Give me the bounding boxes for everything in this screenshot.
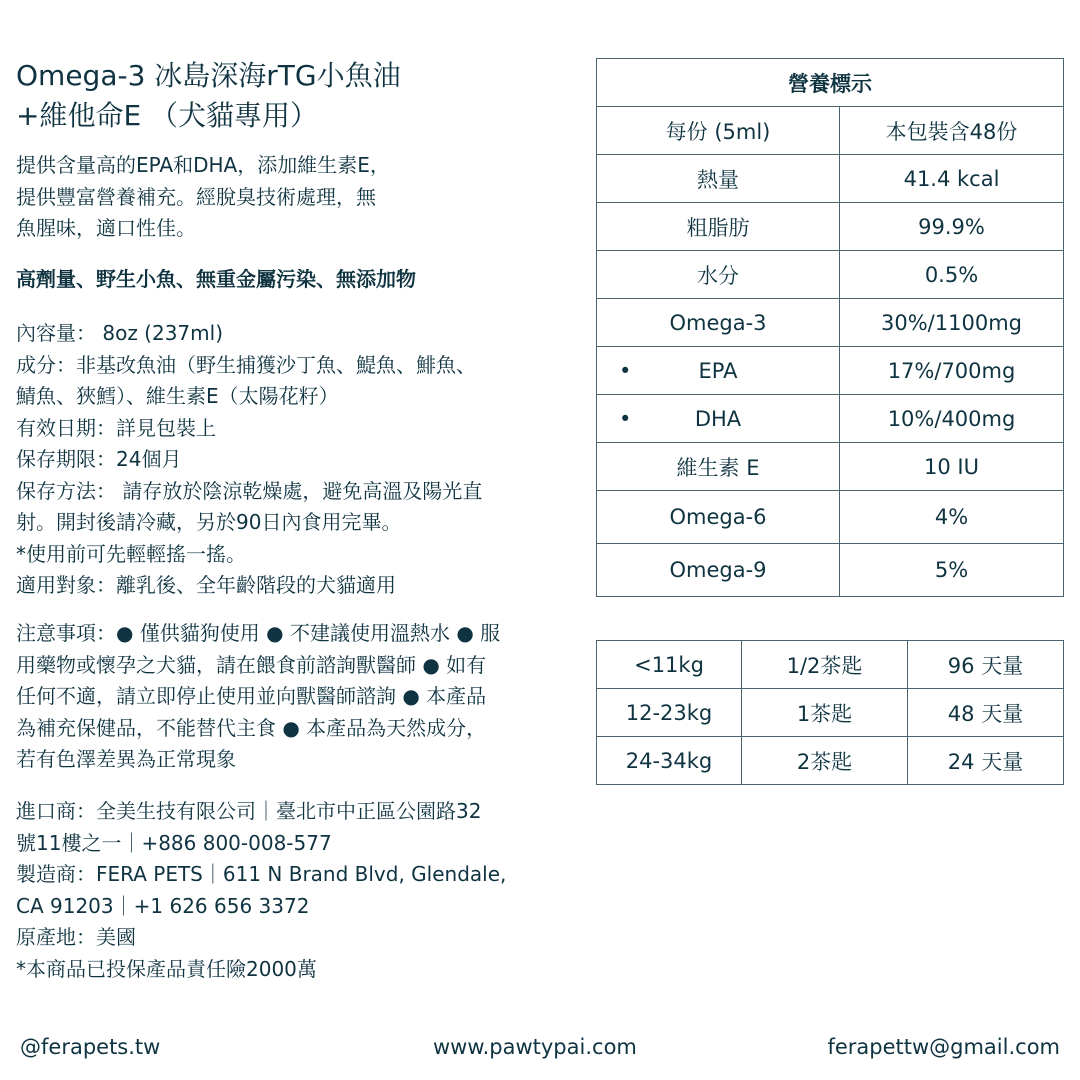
dosage-weight: <11kg [597,641,742,689]
details-line: 內容量： 8oz (237ml) [16,321,223,345]
nutrient-label [597,491,840,544]
details-line: 鯖魚、狹鱈）、維生素E（太陽花籽） [16,384,339,408]
highlight: 高劑量、野生小魚、無重金屬污染、無添加物 [16,267,416,291]
dosage-amount: 1/2茶匙 [742,641,908,689]
details-line: 成分：非基改魚油（野生捕獲沙丁魚、鯷魚、鯡魚、 [16,352,476,377]
dosage-days: 48 天量 [908,689,1064,737]
details-line: 保存期限：24個月 [16,447,182,471]
nutrition-row [597,443,1064,491]
nutrient-label [597,251,840,299]
nutrient-name: 維生素 E [676,455,760,480]
notes-line: 為補充保健品，不能替代主食 ● 本產品為天然成分， [16,715,487,740]
nutrient-label [597,347,840,395]
product-details [16,318,482,602]
company-info [16,796,506,985]
dosage-row [597,641,1064,689]
nutrient-name: 粗脂肪 [686,215,750,240]
title-line: Omega-3 冰島深海rTG小魚油 [16,59,401,92]
details-line: *使用前可先輕輕搖一搖。 [16,541,246,566]
company-line: *本商品已投保產品責任險2000萬 [16,956,317,981]
dosage-row [597,689,1064,737]
nutrient-name: DHA [694,406,742,431]
details-line: 有效日期：詳見包裝上 [16,415,216,440]
nutrient-label [597,155,840,203]
nutrient-name: EPA [698,358,738,383]
company-line: CA 91203｜+1 626 656 3372 [16,893,310,918]
nutrient-name: 水分 [697,263,739,288]
nutrition-row [597,299,1064,347]
nutrition-table [596,58,1064,597]
nutrient-value: 0.5% [840,251,1064,299]
description-line: 提供含量高的EPA和DHA，添加維生素E， [16,153,390,177]
nutrient-value: 10%/400mg [840,395,1064,443]
nutrient-label [597,107,840,155]
company-line: 製造商：FERA PETS｜611 N Brand Blvd, Glendale, [16,862,507,886]
dosage-weight: 12-23kg [597,689,742,737]
nutrition-row [597,107,1064,155]
website-link[interactable]: www.pawtypai.com [433,1035,637,1059]
nutrient-name: Omega-9 [669,558,767,582]
details-line: 射。開封後請冷藏，另於90日內食用完畢。 [16,510,402,534]
company-line: 號11樓之一｜+886 800-008-577 [16,830,332,855]
notes-line: 任何不適，請立即停止使用並向獸醫師諮詢 ● 本產品 [16,684,487,708]
notes [16,618,500,776]
nutrition-row [597,155,1064,203]
nutrition-row [597,251,1064,299]
nutrient-value: 30%/1100mg [840,299,1064,347]
nutrient-value: 本包裝含48份 [840,107,1064,155]
nutrient-value: 99.9% [840,203,1064,251]
dosage-amount: 1茶匙 [742,689,908,737]
nutrient-value: 5% [840,544,1064,597]
nutrient-name: 每份 (5ml) [665,119,771,144]
nutrient-label [597,395,840,443]
details-line: 適用對象：離乳後、全年齡階段的犬貓適用 [16,573,396,597]
nutrient-value: 4% [840,491,1064,544]
dosage-weight: 24-34kg [597,737,742,785]
dosage-days: 24 天量 [908,737,1064,785]
nutrition-heading: 營養標示 [597,59,1064,107]
nutrient-name: Omega-3 [669,310,767,335]
product-title [16,56,401,136]
notes-line: 若有色澤差異為正常現象 [16,747,236,771]
nutrient-name: Omega-6 [669,505,767,529]
nutrient-label [597,544,840,597]
nutrient-label [597,299,840,347]
details-line: 保存方法： 請存放於陰涼乾燥處，避免高溫及陽光直 [16,478,483,503]
nutrition-row [597,491,1064,544]
dosage-days: 96 天量 [908,641,1064,689]
nutrient-label [597,443,840,491]
bullet-icon: • [619,358,632,383]
nutrient-value: 17%/700mg [840,347,1064,395]
nutrition-row [597,347,1064,395]
nutrition-row [597,544,1064,597]
notes-line: 注意事項：● 僅供貓狗使用 ● 不建議使用溫熱水 ● 服 [16,621,501,645]
nutrient-label [597,203,840,251]
description-line: 魚腥味，適口性佳。 [16,216,196,240]
notes-line: 用藥物或懷孕之犬貓，請在餵食前諮詢獸醫師 ● 如有 [16,652,487,677]
dosage-amount: 2茶匙 [742,737,908,785]
company-line: 進口商：全美生技有限公司｜臺北市中正區公園路32 [16,799,482,823]
description-line: 提供豐富營養補充。經脫臭技術處理，無 [16,184,376,209]
title-line: +維他命E （犬貓專用） [16,99,319,132]
instagram-handle[interactable]: @ferapets.tw [20,1035,161,1059]
description [16,150,390,245]
bullet-icon: • [619,406,632,431]
nutrition-row [597,395,1064,443]
company-line: 原產地：美國 [16,925,136,949]
nutrient-name: 熱量 [697,167,739,192]
email-link[interactable]: ferapettw@gmail.com [827,1035,1060,1059]
nutrient-value: 10 IU [840,443,1064,491]
dosage-table [596,640,1064,785]
dosage-row [597,737,1064,785]
nutrient-value: 41.4 kcal [840,155,1064,203]
nutrition-row [597,203,1064,251]
